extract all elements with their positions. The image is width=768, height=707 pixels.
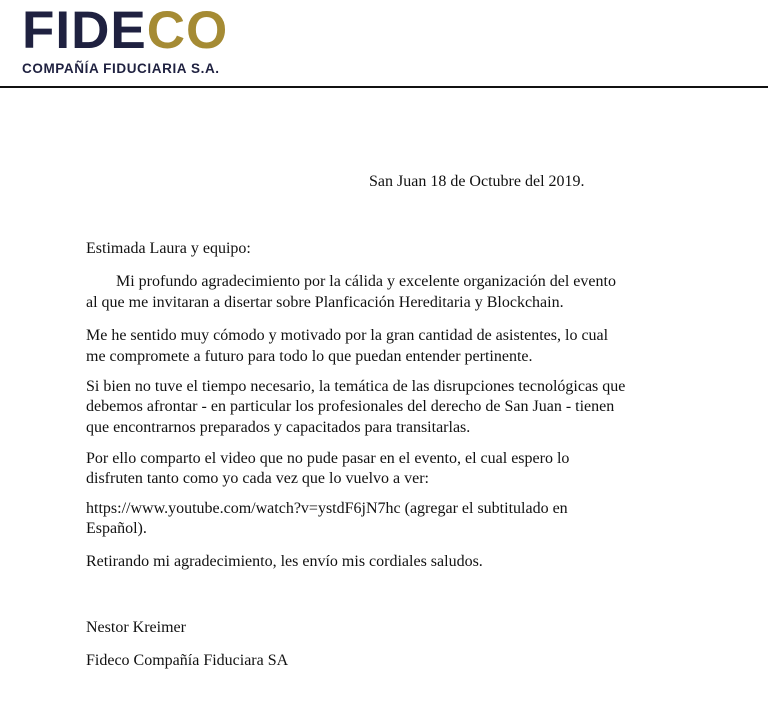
paragraph-3-line-2: debemos afrontar - en particular los profesionales del derecho de San Juan - tienen — [86, 398, 615, 415]
paragraph-1-line-1: Mi profundo agradecimiento por la cálida y excelente organización del evento — [116, 273, 616, 290]
paragraph-2-line-1: Me he sentido muy cómodo y motivado por la gran cantidad de asistentes, lo cual — [86, 327, 609, 344]
letter-date: San Juan 18 de Octubre del 2019. — [369, 173, 585, 190]
logo-dark-part: FIDE — [22, 1, 147, 60]
video-link-line-1: https://www.youtube.com/watch?v=ystdF6jN7hc (agregar el subtitulado en — [86, 500, 568, 517]
paragraph-4-line-1: Por ello comparto el video que no pude pasar en el evento, el cual espero lo — [86, 450, 570, 467]
video-link-line-2: Español). — [86, 520, 147, 537]
paragraph-1-line-2: al que me invitaran a disertar sobre Planficación Hereditaria y Blockchain. — [86, 294, 564, 311]
paragraph-3-line-3: que encontrarnos preparados y capacitados para transitarlas. — [86, 419, 471, 436]
paragraph-3-line-1: Si bien no tuve el tiempo necesario, la temática de las disrupciones tecnológicas que — [86, 378, 626, 395]
paragraph-4-line-2: disfruten tanto como yo cada vez que lo vuelvo a ver: — [86, 470, 429, 487]
company-subtitle: COMPAÑÍA FIDUCIARIA S.A. — [22, 61, 220, 76]
logo-gold-part: CO — [146, 1, 229, 60]
letter-salutation: Estimada Laura y equipo: — [86, 240, 251, 257]
signature-name: Nestor Kreimer — [86, 619, 186, 636]
letter-closing: Retirando mi agradecimiento, les envío mis cordiales saludos. — [86, 553, 483, 570]
paragraph-2-line-2: me compromete a futuro para todo lo que puedan entender pertinente. — [86, 348, 533, 365]
signature-company: Fideco Compañía Fiduciara SA — [86, 652, 289, 669]
